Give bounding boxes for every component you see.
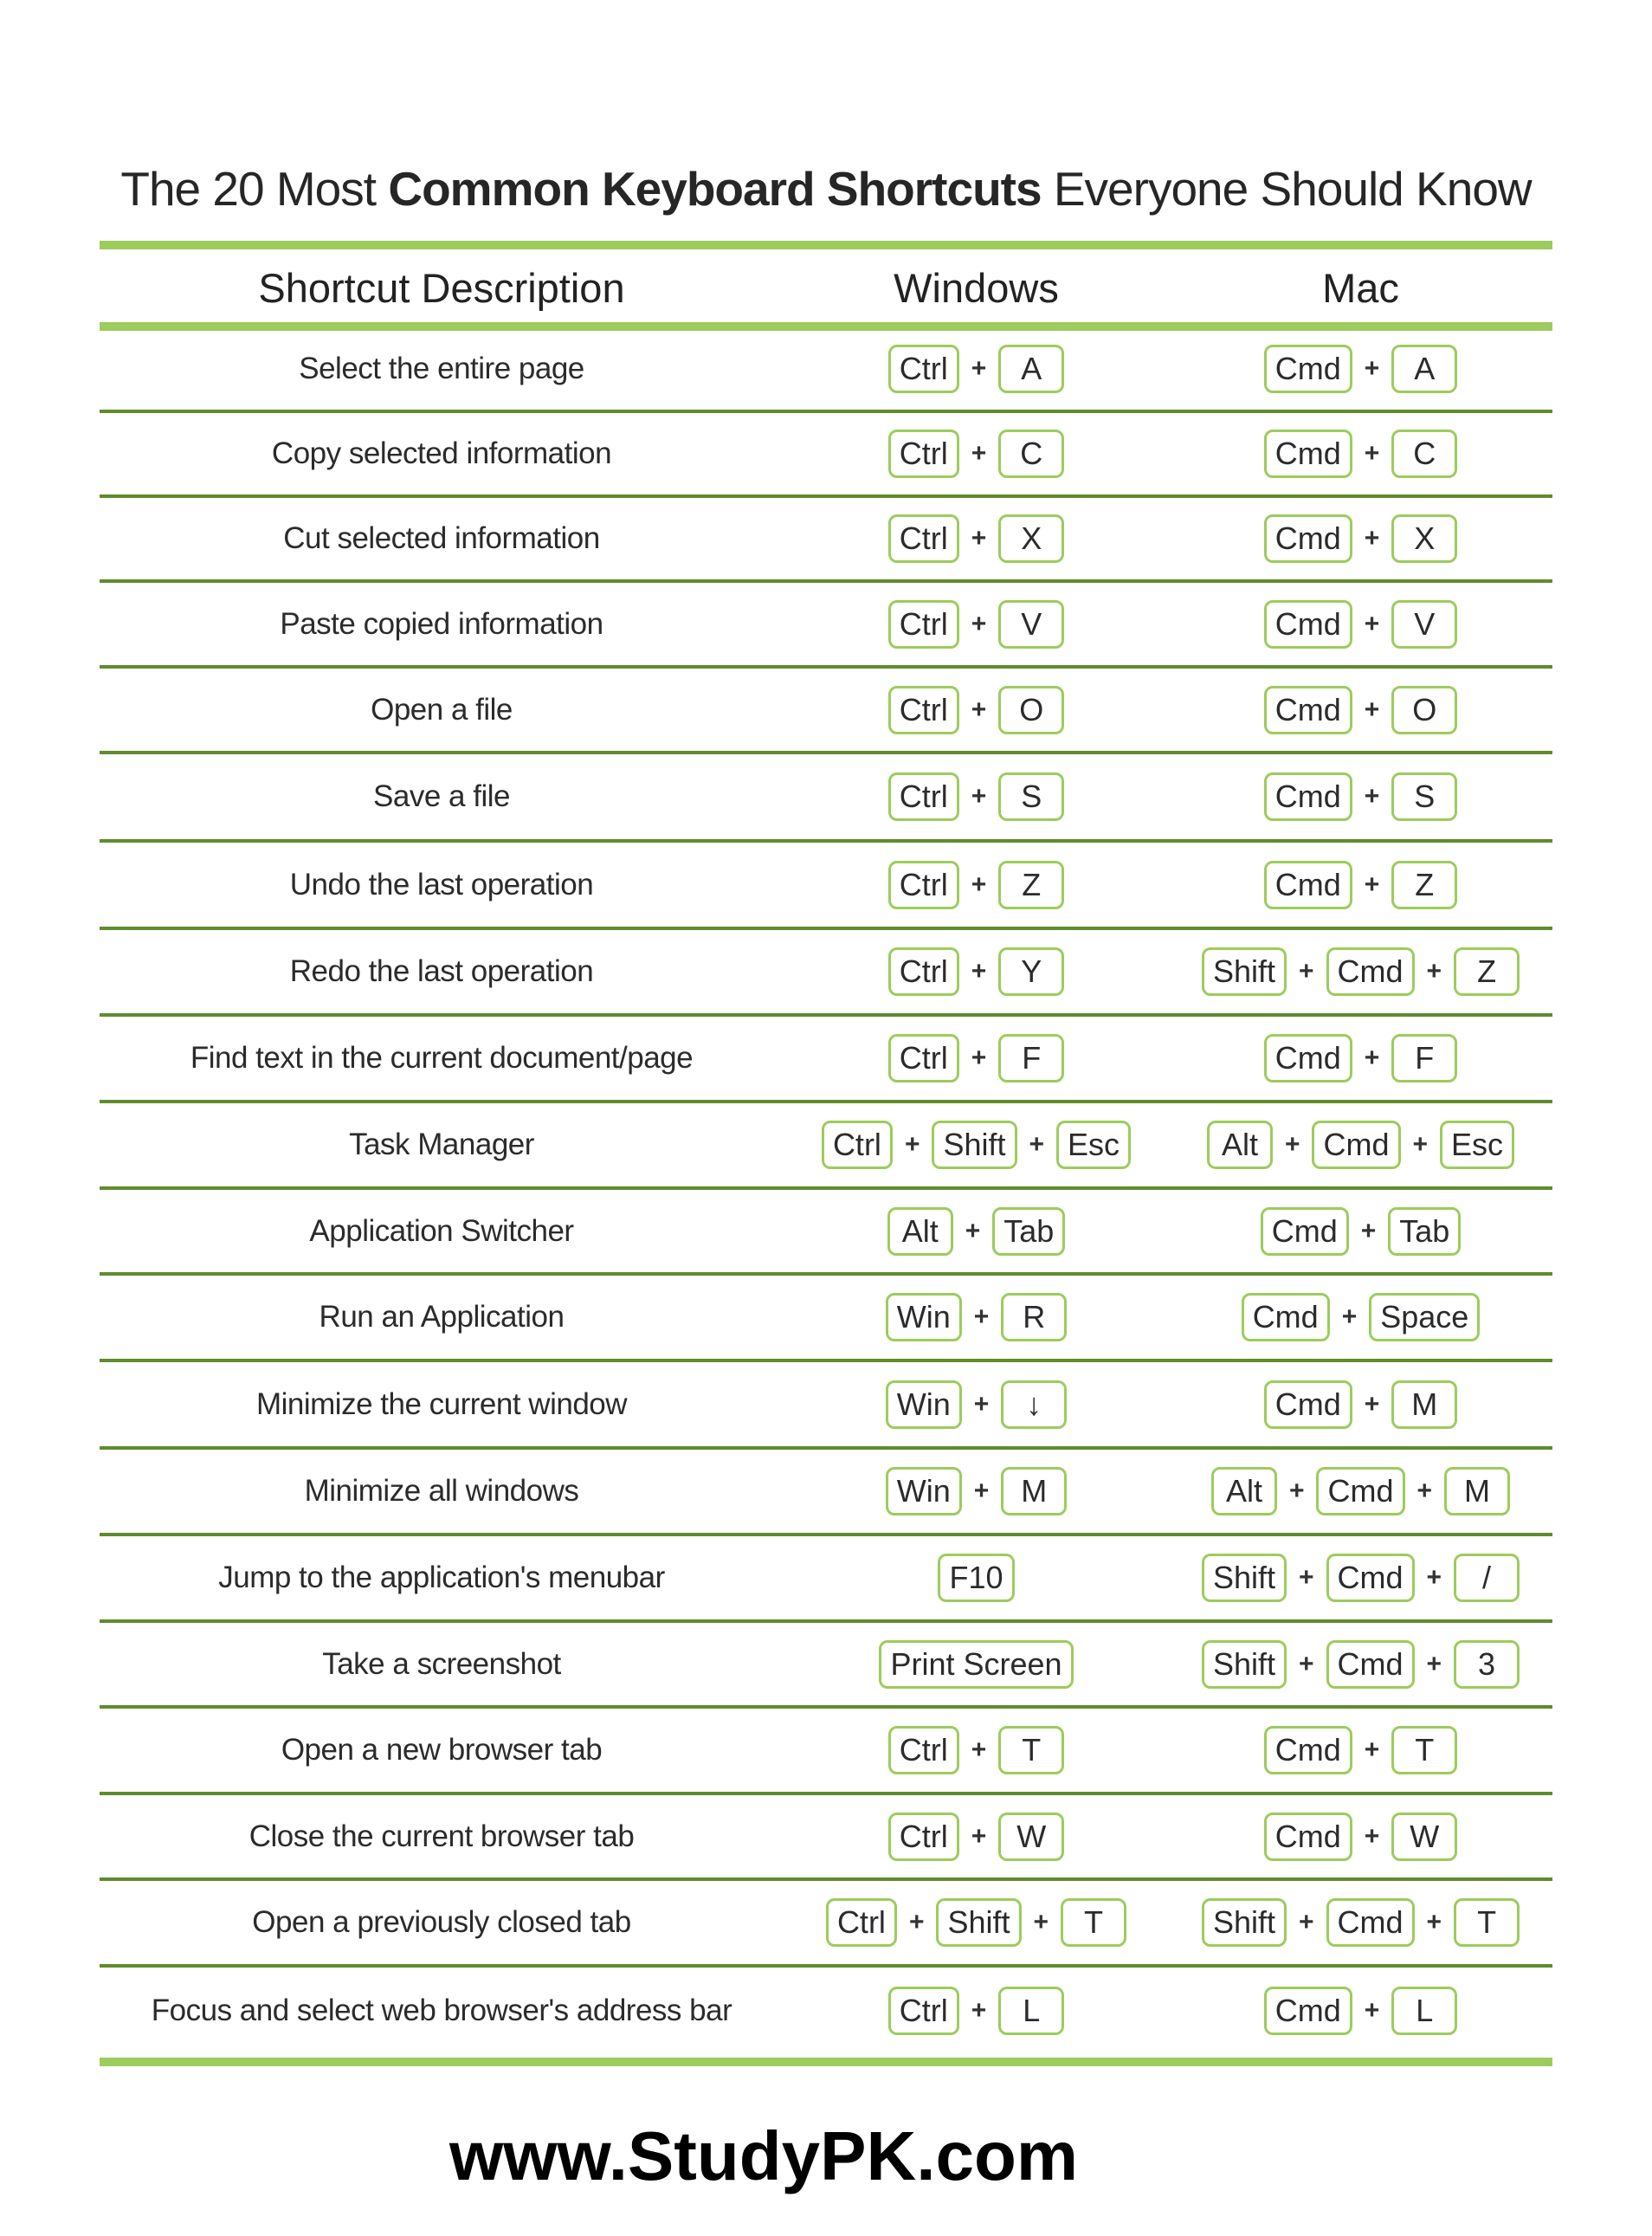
plus-separator: +	[1284, 1130, 1300, 1159]
mac-key-combo	[1202, 1898, 1520, 1947]
header-windows: Windows	[894, 265, 1059, 311]
mac-key: C	[1391, 430, 1457, 478]
windows-key: Ctrl	[888, 947, 959, 996]
title-part-1: The 20 Most	[120, 162, 389, 216]
plus-separator: +	[908, 1908, 925, 1936]
windows-shortcut-cell	[784, 583, 1169, 669]
windows-key: ↓	[1001, 1380, 1067, 1429]
mac-shortcut-cell	[1169, 1881, 1552, 1968]
plus-separator: +	[1298, 1563, 1314, 1592]
plus-separator: +	[971, 1735, 987, 1764]
windows-key-combo	[888, 1813, 1065, 1861]
plus-separator: +	[1364, 1821, 1380, 1851]
mac-key: Cmd	[1264, 1987, 1352, 2035]
windows-shortcut-cell	[784, 1709, 1169, 1795]
plus-separator: +	[1360, 1216, 1377, 1245]
plus-separator: +	[973, 1302, 990, 1331]
title-bold: Common Keyboard Shortcuts	[388, 162, 1042, 216]
shortcut-description: Application Switcher	[309, 1213, 574, 1248]
mac-key-combo	[1264, 772, 1458, 821]
header-description: Shortcut Description	[258, 265, 625, 311]
windows-key: T	[1061, 1898, 1126, 1947]
windows-key: Ctrl	[888, 514, 959, 563]
mac-key: Cmd	[1264, 1813, 1352, 1861]
windows-key-combo	[886, 1380, 1068, 1429]
windows-shortcut-cell	[784, 1450, 1169, 1536]
windows-key: Y	[998, 947, 1064, 996]
mac-key: Cmd	[1264, 861, 1352, 909]
windows-shortcut-cell	[784, 1190, 1169, 1276]
shortcut-description: Minimize the current window	[255, 1386, 628, 1421]
plus-separator: +	[971, 1821, 987, 1851]
mac-key: Shift	[1202, 1554, 1287, 1602]
mac-key: M	[1444, 1467, 1510, 1515]
shortcut-description: Open a file	[371, 692, 513, 727]
table-bottom-rule	[100, 2058, 1552, 2066]
shortcut-description: Save a file	[373, 779, 510, 813]
plus-separator: +	[971, 439, 987, 468]
windows-key: Win	[886, 1380, 962, 1429]
shortcut-description: Take a screenshot	[322, 1646, 561, 1681]
windows-shortcut-cell	[784, 1968, 1169, 2058]
mac-key: Cmd	[1264, 600, 1352, 649]
windows-shortcut-cell	[784, 1362, 1169, 1450]
windows-shortcut-cell	[784, 1536, 1169, 1623]
plus-separator: +	[1029, 1130, 1045, 1159]
plus-separator: +	[1426, 1563, 1442, 1592]
windows-key: Ctrl	[888, 345, 959, 393]
plus-separator: +	[971, 609, 987, 638]
plus-separator: +	[1412, 1130, 1429, 1159]
mac-shortcut-cell	[1169, 1795, 1552, 1881]
mac-key-combo	[1264, 1813, 1458, 1861]
windows-key-combo	[888, 1987, 1065, 2035]
windows-key: R	[1001, 1293, 1067, 1341]
mac-shortcut-cell	[1169, 1017, 1552, 1103]
mac-key: Cmd	[1312, 1121, 1400, 1169]
windows-key: Z	[998, 861, 1064, 909]
table-row	[100, 1103, 1552, 1190]
shortcut-description: Open a new browser tab	[281, 1733, 603, 1767]
plus-separator: +	[971, 1044, 987, 1072]
windows-key: Ctrl	[888, 772, 959, 821]
mac-key-combo	[1264, 861, 1458, 909]
windows-shortcut-cell	[784, 669, 1169, 754]
mac-key-combo	[1264, 514, 1458, 563]
windows-shortcut-cell	[784, 328, 1169, 413]
mac-key-combo	[1264, 1034, 1458, 1082]
plus-separator: +	[1364, 695, 1380, 724]
windows-key-combo	[888, 861, 1065, 909]
windows-key-combo	[938, 1554, 1014, 1602]
windows-key: X	[998, 514, 1064, 563]
plus-separator: +	[965, 1216, 981, 1245]
plus-separator: +	[1364, 782, 1380, 811]
table-row	[100, 1362, 1552, 1450]
windows-shortcut-cell	[784, 843, 1169, 930]
plus-separator: +	[1364, 869, 1380, 899]
windows-key: F	[998, 1034, 1064, 1082]
mac-key: Cmd	[1316, 1467, 1404, 1515]
windows-key-combo	[826, 1898, 1126, 1947]
windows-key: Ctrl	[888, 1726, 959, 1774]
page-title	[0, 154, 1652, 223]
mac-key: Cmd	[1326, 947, 1415, 996]
windows-key: Ctrl	[822, 1121, 893, 1169]
plus-separator: +	[971, 524, 987, 553]
plus-separator: +	[971, 695, 987, 724]
windows-shortcut-cell	[784, 930, 1169, 1017]
shortcut-description: Redo the last operation	[289, 954, 594, 988]
website-footer: www.StudyPK.com	[448, 2117, 1078, 2194]
windows-key: F10	[938, 1554, 1014, 1602]
mac-key: Cmd	[1264, 1380, 1352, 1429]
windows-key: W	[998, 1813, 1064, 1861]
table-header	[100, 251, 1552, 326]
mac-key: Cmd	[1242, 1293, 1330, 1341]
mac-shortcut-cell	[1169, 498, 1552, 583]
mac-shortcut-cell	[1169, 669, 1552, 754]
table-row	[100, 1623, 1552, 1709]
windows-key: Ctrl	[888, 430, 959, 478]
windows-shortcut-cell	[784, 1881, 1169, 1968]
mac-key-combo	[1202, 1554, 1520, 1602]
plus-separator: +	[1364, 354, 1380, 383]
plus-separator: +	[971, 869, 987, 899]
windows-shortcut-cell	[784, 754, 1169, 843]
windows-key: Win	[886, 1467, 962, 1515]
plus-separator: +	[973, 1477, 990, 1505]
shortcut-description: Find text in the current document/page	[190, 1041, 694, 1075]
plus-separator: +	[1426, 1649, 1442, 1678]
windows-key: O	[998, 686, 1064, 734]
shortcut-description: Open a previously closed tab	[252, 1905, 631, 1939]
mac-key-combo	[1264, 600, 1458, 649]
mac-key: A	[1391, 345, 1457, 393]
mac-key-combo	[1264, 1987, 1458, 2035]
windows-key-combo	[888, 345, 1065, 393]
mac-shortcut-cell	[1169, 1968, 1552, 2058]
plus-separator: +	[1298, 1649, 1314, 1678]
table-row	[100, 1968, 1552, 2058]
mac-key: L	[1391, 1987, 1457, 2035]
windows-key: Ctrl	[826, 1898, 897, 1947]
mac-key: Alt	[1211, 1467, 1277, 1515]
table-row	[100, 328, 1552, 413]
windows-key: T	[998, 1726, 1064, 1774]
mac-key-combo	[1207, 1121, 1514, 1169]
shortcut-description: Copy selected information	[271, 436, 612, 470]
mac-key: Space	[1369, 1293, 1480, 1341]
plus-separator: +	[1426, 957, 1442, 986]
plus-separator: +	[971, 1996, 987, 2025]
mac-shortcut-cell	[1169, 1536, 1552, 1623]
mac-shortcut-cell	[1169, 328, 1552, 413]
windows-key-combo	[888, 686, 1065, 734]
mac-key: S	[1391, 772, 1457, 821]
plus-separator: +	[1364, 439, 1380, 468]
mac-key-combo	[1264, 1380, 1458, 1429]
windows-key: M	[1001, 1467, 1067, 1515]
plus-separator: +	[971, 354, 987, 383]
shortcut-description: Jump to the application's menubar	[218, 1561, 665, 1594]
table-row	[100, 498, 1552, 583]
windows-key: A	[998, 345, 1064, 393]
plus-separator: +	[973, 1389, 990, 1419]
shortcut-description: Cut selected information	[283, 521, 600, 555]
mac-key: V	[1391, 600, 1457, 649]
windows-key-combo	[888, 514, 1065, 563]
mac-key: Esc	[1440, 1121, 1514, 1169]
plus-separator: +	[904, 1130, 920, 1159]
table-row	[100, 1795, 1552, 1881]
mac-key: Cmd	[1326, 1554, 1415, 1602]
table-row	[100, 1881, 1552, 1968]
plus-separator: +	[971, 782, 987, 811]
windows-key-combo	[886, 1293, 1068, 1341]
table-row	[100, 1709, 1552, 1795]
plus-separator: +	[1364, 1735, 1380, 1764]
mac-key-combo	[1264, 430, 1458, 478]
mac-key-combo	[1202, 947, 1520, 996]
windows-key: Ctrl	[888, 861, 959, 909]
table-row	[100, 669, 1552, 754]
shortcut-description: Run an Application	[319, 1300, 565, 1334]
mac-key-combo	[1211, 1467, 1510, 1515]
mac-key: Cmd	[1264, 1034, 1352, 1082]
plus-separator: +	[1341, 1302, 1358, 1331]
table-row	[100, 1450, 1552, 1536]
mac-key: Shift	[1202, 947, 1287, 996]
windows-key: L	[998, 1987, 1064, 2035]
windows-key: Win	[886, 1293, 962, 1341]
windows-key: Ctrl	[888, 600, 959, 649]
mac-key: Cmd	[1326, 1640, 1415, 1689]
mac-key-combo	[1264, 686, 1458, 734]
mac-key: X	[1391, 514, 1457, 563]
windows-key: Tab	[992, 1207, 1065, 1256]
mac-key: Cmd	[1264, 772, 1352, 821]
table-row	[100, 1190, 1552, 1276]
plus-separator: +	[1416, 1477, 1433, 1505]
plus-separator: +	[1298, 957, 1314, 986]
plus-separator: +	[971, 957, 987, 986]
shortcut-description: Close the current browser tab	[248, 1819, 635, 1853]
windows-key: S	[998, 772, 1064, 821]
windows-key: Alt	[887, 1207, 953, 1256]
mac-key: Cmd	[1264, 686, 1352, 734]
plus-separator: +	[1033, 1908, 1049, 1936]
windows-key-combo	[888, 772, 1065, 821]
mac-key-combo	[1264, 1726, 1458, 1774]
plus-separator: +	[1288, 1477, 1305, 1505]
table-row	[100, 754, 1552, 843]
mac-shortcut-cell	[1169, 413, 1552, 498]
shortcut-description: Paste copied information	[280, 606, 603, 641]
windows-key: Ctrl	[888, 1034, 959, 1082]
mac-shortcut-cell	[1169, 1362, 1552, 1450]
windows-shortcut-cell	[784, 1276, 1169, 1362]
mac-key: 3	[1454, 1640, 1520, 1689]
shortcut-description: Undo the last operation	[289, 867, 594, 902]
windows-key-combo	[888, 947, 1065, 996]
mac-key: O	[1391, 686, 1457, 734]
mac-key: Alt	[1207, 1121, 1273, 1169]
mac-key: Cmd	[1264, 430, 1352, 478]
title-part-2: Everyone Should Know	[1041, 162, 1532, 216]
plus-separator: +	[1364, 1996, 1380, 2025]
windows-key: Ctrl	[888, 686, 959, 734]
mac-shortcut-cell	[1169, 1103, 1552, 1190]
mac-key: Shift	[1202, 1640, 1287, 1689]
windows-shortcut-cell	[784, 1017, 1169, 1103]
mac-shortcut-cell	[1169, 583, 1552, 669]
windows-shortcut-cell	[784, 1103, 1169, 1190]
windows-key: Shift	[932, 1121, 1016, 1169]
mac-shortcut-cell	[1169, 754, 1552, 843]
mac-shortcut-cell	[1169, 1190, 1552, 1276]
table-row	[100, 583, 1552, 669]
mac-key-combo	[1202, 1640, 1520, 1689]
windows-key-combo	[888, 600, 1065, 649]
mac-key: Z	[1391, 861, 1457, 909]
shortcut-description: Minimize all windows	[304, 1474, 579, 1508]
mac-key: W	[1391, 1813, 1457, 1861]
shortcut-description: Focus and select web browser's address bar	[151, 1994, 732, 2027]
mac-key: Cmd	[1264, 1726, 1352, 1774]
mac-key: /	[1454, 1554, 1520, 1602]
mac-key: Z	[1454, 947, 1520, 996]
windows-key: Ctrl	[888, 1813, 959, 1861]
mac-shortcut-cell	[1169, 843, 1552, 930]
table-row	[100, 1276, 1552, 1362]
windows-key: Shift	[936, 1898, 1021, 1947]
mac-shortcut-cell	[1169, 1623, 1552, 1709]
plus-separator: +	[1426, 1908, 1442, 1936]
header-mac: Mac	[1322, 265, 1399, 311]
mac-key: Shift	[1202, 1898, 1287, 1947]
windows-key-combo	[888, 430, 1065, 478]
mac-key: Cmd	[1264, 345, 1352, 393]
windows-key: Print Screen	[879, 1640, 1073, 1689]
mac-key: Cmd	[1326, 1898, 1415, 1947]
shortcut-description: Task Manager	[349, 1128, 534, 1161]
windows-shortcut-cell	[784, 413, 1169, 498]
plus-separator: +	[1364, 1389, 1380, 1419]
windows-shortcut-cell	[784, 1795, 1169, 1881]
windows-key: Ctrl	[888, 1987, 959, 2035]
mac-key-combo	[1261, 1207, 1462, 1256]
windows-key: Esc	[1056, 1121, 1131, 1169]
mac-shortcut-cell	[1169, 1709, 1552, 1795]
plus-separator: +	[1364, 1044, 1380, 1072]
mac-shortcut-cell	[1169, 1276, 1552, 1362]
mac-key: F	[1391, 1034, 1457, 1082]
windows-key-combo	[888, 1034, 1065, 1082]
windows-key: C	[998, 430, 1064, 478]
mac-key: Cmd	[1261, 1207, 1349, 1256]
table-row	[100, 1536, 1552, 1623]
plus-separator: +	[1364, 609, 1380, 638]
windows-key-combo	[887, 1207, 1066, 1256]
mac-shortcut-cell	[1169, 930, 1552, 1017]
windows-shortcut-cell	[784, 498, 1169, 583]
mac-key: T	[1391, 1726, 1457, 1774]
table-row	[100, 1017, 1552, 1103]
windows-key-combo	[822, 1121, 1131, 1169]
mac-key-combo	[1264, 345, 1458, 393]
windows-key: V	[998, 600, 1064, 649]
table-row	[100, 843, 1552, 930]
mac-key: M	[1391, 1380, 1457, 1429]
mac-key-combo	[1242, 1293, 1481, 1341]
table-row	[100, 413, 1552, 498]
mac-key: T	[1454, 1898, 1520, 1947]
plus-separator: +	[1364, 524, 1380, 553]
mac-shortcut-cell	[1169, 1450, 1552, 1536]
windows-key-combo	[888, 1726, 1065, 1774]
header-top-rule	[100, 241, 1552, 249]
plus-separator: +	[1298, 1908, 1314, 1936]
mac-key: Cmd	[1264, 514, 1352, 563]
windows-shortcut-cell	[784, 1623, 1169, 1709]
windows-key-combo	[886, 1467, 1068, 1515]
shortcut-description: Select the entire page	[299, 352, 584, 385]
table-row	[100, 930, 1552, 1017]
mac-key: Tab	[1388, 1207, 1461, 1256]
windows-key-combo	[879, 1640, 1073, 1689]
